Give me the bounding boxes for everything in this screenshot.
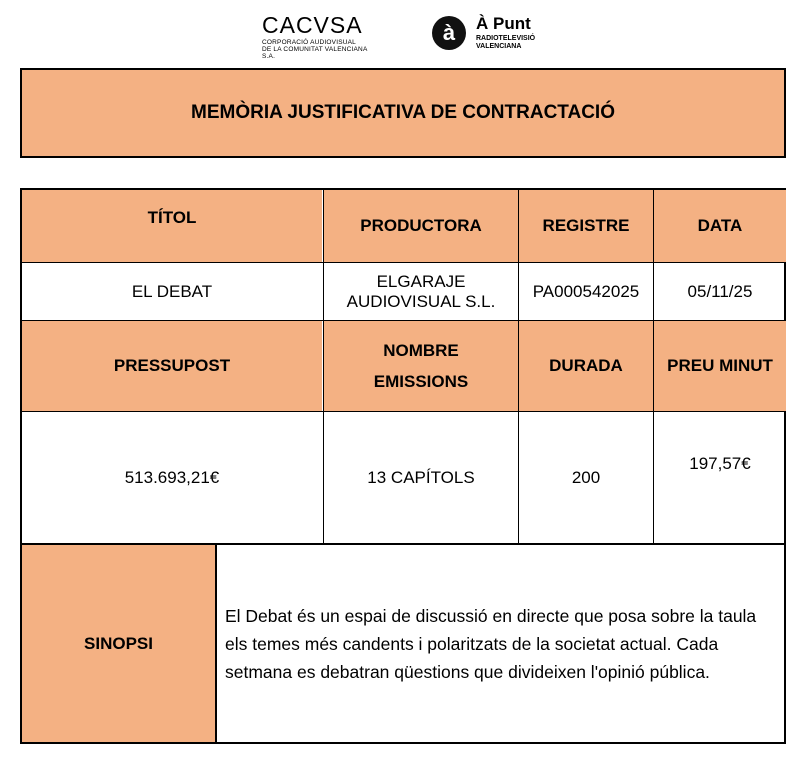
value-registre: PA000542025 [532, 281, 640, 301]
header-productora: PRODUCTORA [324, 190, 518, 262]
contract-table [20, 188, 786, 744]
divider [22, 320, 786, 321]
value-emissions: 13 CAPÍTOLS [367, 467, 475, 487]
apunt-circle-icon [432, 16, 466, 50]
sinopsi-text: El Debat és un espai de discussió en directe que posa sobre la taula els temes més candents i polaritzats de la societat actual. Cada setmana es debatran qüestions que divideixen l'opinió pública. [225, 605, 757, 682]
header-pressupost: PRESSUPOST [22, 321, 322, 411]
apunt-subtitle-2: VALENCIANA [476, 43, 522, 50]
document-title: MEMÒRIA JUSTIFICATIVA DE CONTRACTACIÓ [20, 68, 786, 158]
apunt-subtitle-1: RADIOTELEVISIÓ [476, 35, 536, 42]
divider [323, 190, 324, 543]
header-data: DATA [654, 190, 786, 262]
sinopsi-label: SINOPSI [22, 545, 215, 742]
value-durada: 200 [571, 467, 601, 487]
header-nombre-line1: NOMBRE [383, 341, 459, 360]
cacvsa-name: CACVSA [262, 12, 363, 38]
cacvsa-subtitle-1: CORPORACIÓ AUDIOVISUAL [262, 39, 356, 46]
apunt-name: À Punt [476, 14, 531, 33]
value-productora-line2: AUDIOVISUAL S.L. [346, 291, 496, 311]
divider [22, 262, 786, 263]
header-titol: TÍTOL [22, 190, 322, 262]
value-data: 05/11/25 [687, 281, 753, 301]
apunt-symbol: à [442, 20, 456, 45]
header-durada: DURADA [519, 321, 653, 411]
header-logos [0, 10, 807, 60]
value-titol: EL DEBAT [131, 281, 213, 301]
header-nombre-line2: EMISSIONS [373, 372, 469, 391]
header-registre: REGISTRE [519, 190, 653, 262]
divider [22, 543, 786, 545]
cacvsa-logo [262, 12, 382, 60]
cacvsa-subtitle-2: DE LA COMUNITAT VALENCIANA S.A. [262, 46, 368, 60]
apunt-subtitle [476, 35, 535, 51]
divider [215, 545, 217, 742]
value-preu-minut: 197,57€ [689, 454, 751, 473]
header-nombre-emissions [324, 321, 518, 411]
value-productora [324, 263, 518, 320]
value-productora-line1: ELGARAJE [376, 271, 466, 291]
value-pressupost: 513.693,21€ [124, 467, 220, 487]
divider [22, 411, 786, 412]
divider [653, 190, 654, 543]
divider [518, 190, 519, 543]
header-preu-minut: PREU MINUT [654, 321, 786, 411]
